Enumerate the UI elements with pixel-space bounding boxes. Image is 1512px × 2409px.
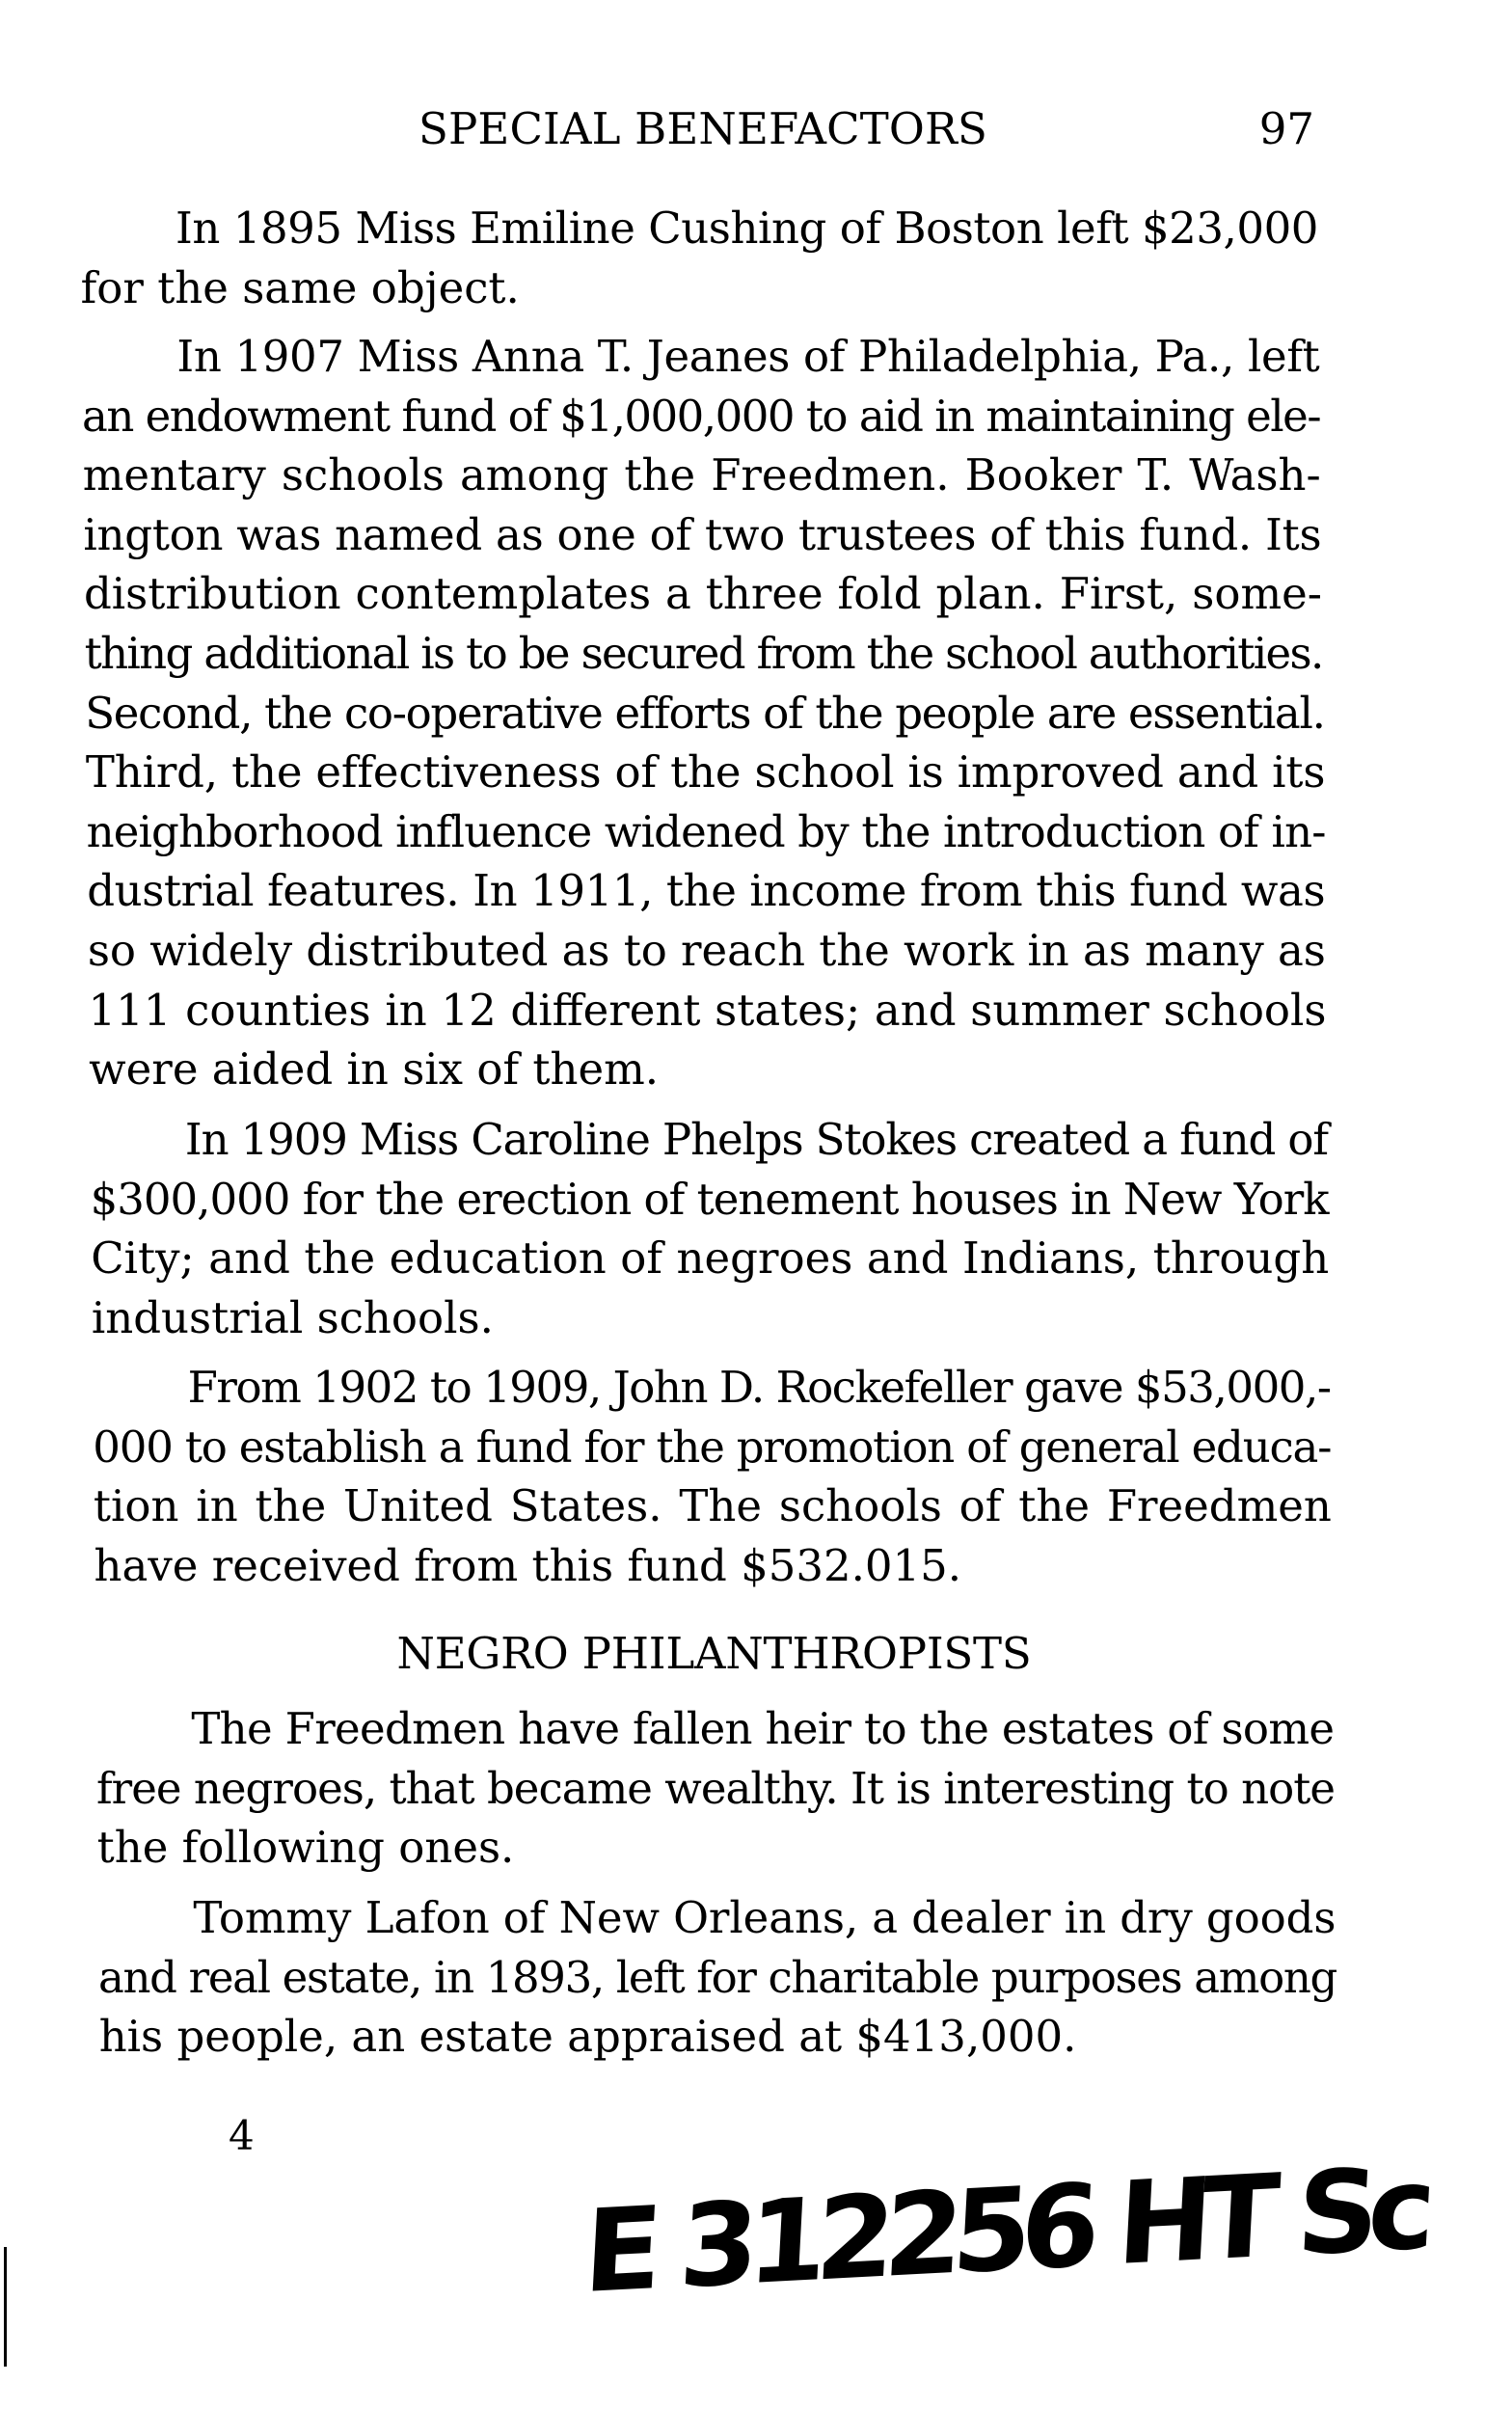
paragraph-line: so widely distributed as to reach the work in as many as [87, 925, 1326, 976]
paragraph-line: and real estate, in 1893, left for charitable purposes among [98, 1951, 1337, 2003]
paragraph-line: 111 counties in 12 different states; and summer schools [88, 984, 1327, 1036]
paragraph-line: an endowment fund of $1,000,000 to aid in maintaining ele- [82, 390, 1321, 442]
paragraph-line: thing additional is to be secured from the school authorities. [84, 628, 1323, 679]
paragraph-line: industrial schools. [91, 1291, 494, 1343]
paragraph-line: have received from this fund $532.015. [94, 1539, 962, 1591]
paragraph-line: The Freedmen have fallen heir to the estates of some [191, 1703, 1335, 1754]
paragraph-line: tion in the United States. The schools of the Freedmen [93, 1480, 1332, 1532]
handwritten-annotation: E 312256 HT Sc [580, 2141, 1429, 2319]
paragraph-line: Second, the co-operative efforts of the people are essential. [85, 687, 1325, 739]
paragraph-line: neighborhood influence widened by the introduction of in- [86, 805, 1326, 857]
section-heading: NEGRO PHILANTHROPISTS [396, 1628, 1032, 1679]
paragraph-line: his people, an estate appraised at $413,000. [98, 2011, 1077, 2063]
paragraph-line: free negroes, that became wealthy. It is interesting to note [95, 1762, 1335, 1814]
signature-mark: 4 [229, 2112, 255, 2159]
paragraph-line: $300,000 for the erection of tenement houses in New York [90, 1173, 1329, 1225]
paragraph-line: 000 to establish a fund for the promotion of general educa- [93, 1421, 1332, 1473]
margin-rule [4, 2247, 7, 2367]
paragraph-line: From 1902 to 1909, John D. Rockefeller gave $53,000,- [187, 1362, 1331, 1413]
paragraph-line: dustrial features. In 1911, the income from this fund was [87, 865, 1326, 917]
paragraph-line: were aided in six of them. [89, 1043, 660, 1096]
paragraph-line: the following ones. [96, 1822, 515, 1874]
page-number: 97 [1258, 103, 1314, 154]
paragraph-line: Third, the effectiveness of the school is improved and its [85, 746, 1326, 798]
paragraph-line: ington was named as one of two trustees of this fund. Its [83, 508, 1322, 560]
paragraph-line: mentary schools among the Freedmen. Booker T. Wash- [82, 449, 1321, 501]
paragraph-line: City; and the education of negroes and Indians, through [91, 1232, 1330, 1285]
paragraph-line: for the same object. [80, 261, 520, 313]
running-head-title: SPECIAL BENEFACTORS [418, 103, 987, 154]
paragraph-line: In 1907 Miss Anna T. Jeanes of Philadelphia, Pa., left [176, 331, 1320, 382]
paragraph-line: In 1909 Miss Caroline Phelps Stokes created a fund of [184, 1114, 1328, 1165]
paragraph-line: Tommy Lafon of New Orleans, a dealer in dry goods [193, 1892, 1336, 1943]
paragraph-line: distribution contemplates a three fold plan. First, some- [83, 568, 1322, 620]
paragraph-line: In 1895 Miss Emiline Cushing of Boston left $23,000 [176, 203, 1318, 254]
